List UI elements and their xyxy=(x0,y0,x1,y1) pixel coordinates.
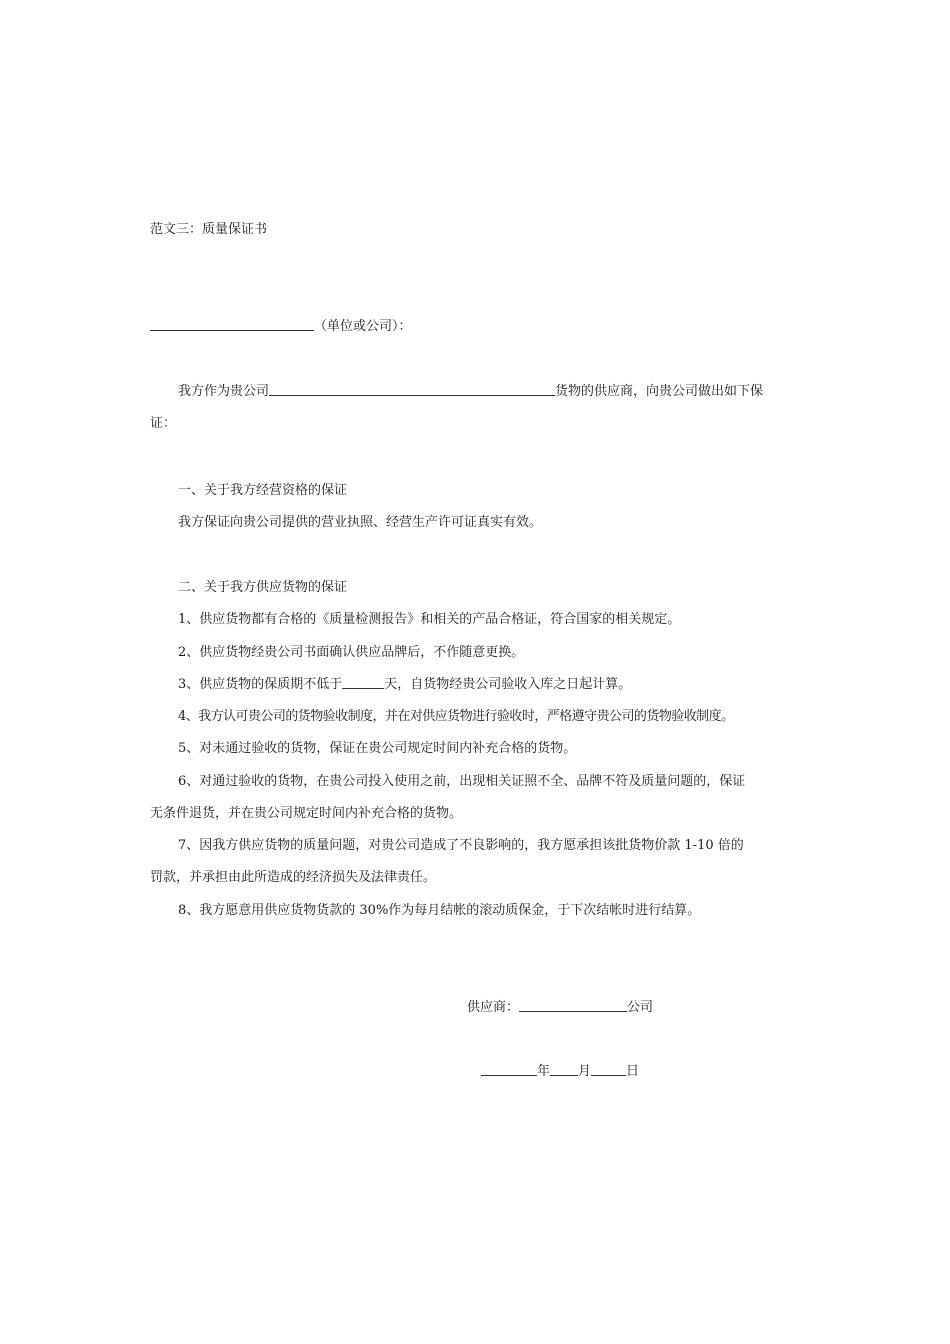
year-label: 年 xyxy=(537,1064,551,1079)
intro-after: 货物的供应商，向贵公司做出如下保 xyxy=(555,384,764,399)
item-3-before: 3、供应货物的保质期不低于 xyxy=(178,677,343,692)
goods-blank xyxy=(269,394,555,396)
item-6-line-1: 6、对通过验收的货物，在贵公司投入使用之前，出现相关证照不全、品牌不符及质量问题的，保证 xyxy=(178,774,746,789)
supplier-line xyxy=(467,999,653,1017)
year-blank xyxy=(481,1074,537,1076)
item-7-line-1: 7、因我方供应货物的质量问题，对贵公司造成了不良影响的，我方愿承担该批货物价款 1-10 倍的 xyxy=(178,838,744,853)
item-4: 4、我方认可贵公司的货物验收制度，并在对供应货物进行验收时，严格遵守贵公司的货物验收制度。 xyxy=(178,709,734,724)
item-1: 1、供应货物都有合格的《质量检测报告》和相关的产品合格证，符合国家的相关规定。 xyxy=(178,612,681,627)
day-blank xyxy=(591,1074,626,1076)
month-label: 月 xyxy=(578,1064,592,1079)
supplier-blank xyxy=(519,1010,627,1012)
company-suffix: 公司 xyxy=(627,1000,654,1015)
item-6-line-2: 无条件退货，并在贵公司规定时间内补充合格的货物。 xyxy=(150,806,463,821)
intro-before: 我方作为贵公司 xyxy=(178,384,270,399)
section1-text: 我方保证向贵公司提供的营业执照、经营生产许可证真实有效。 xyxy=(178,515,543,530)
date-line xyxy=(481,1063,639,1081)
item-8: 8、我方愿意用供应货物货款的 30%作为每月结帐的滚动质保金，于下次结帐时进行结算。 xyxy=(178,903,701,918)
supplier-label: 供应商： xyxy=(467,1000,520,1015)
item-2: 2、供应货物经贵公司书面确认供应品牌后，不作随意更换。 xyxy=(178,645,525,660)
addressee-suffix: （单位或公司）： xyxy=(314,319,412,334)
shelf-life-blank xyxy=(342,687,384,689)
month-blank xyxy=(550,1074,578,1076)
section1-heading: 一、关于我方经营资格的保证 xyxy=(178,483,348,498)
addressee-blank xyxy=(150,329,314,331)
day-label: 日 xyxy=(626,1064,640,1079)
item-3-after: 天，自货物经贵公司验收入库之日起计算。 xyxy=(384,677,632,692)
document-title: 范文三：质量保证书 xyxy=(150,222,268,237)
item-7-line-2: 罚款，并承担由此所造成的经济损失及法律责任。 xyxy=(150,870,437,885)
intro-wrap: 证： xyxy=(150,416,177,431)
addressee-line xyxy=(150,318,412,336)
item-5: 5、对未通过验收的货物，保证在贵公司规定时间内补充合格的货物。 xyxy=(178,741,577,756)
item-3 xyxy=(178,676,631,694)
intro-line xyxy=(178,383,763,401)
section2-heading: 二、关于我方供应货物的保证 xyxy=(178,580,348,595)
